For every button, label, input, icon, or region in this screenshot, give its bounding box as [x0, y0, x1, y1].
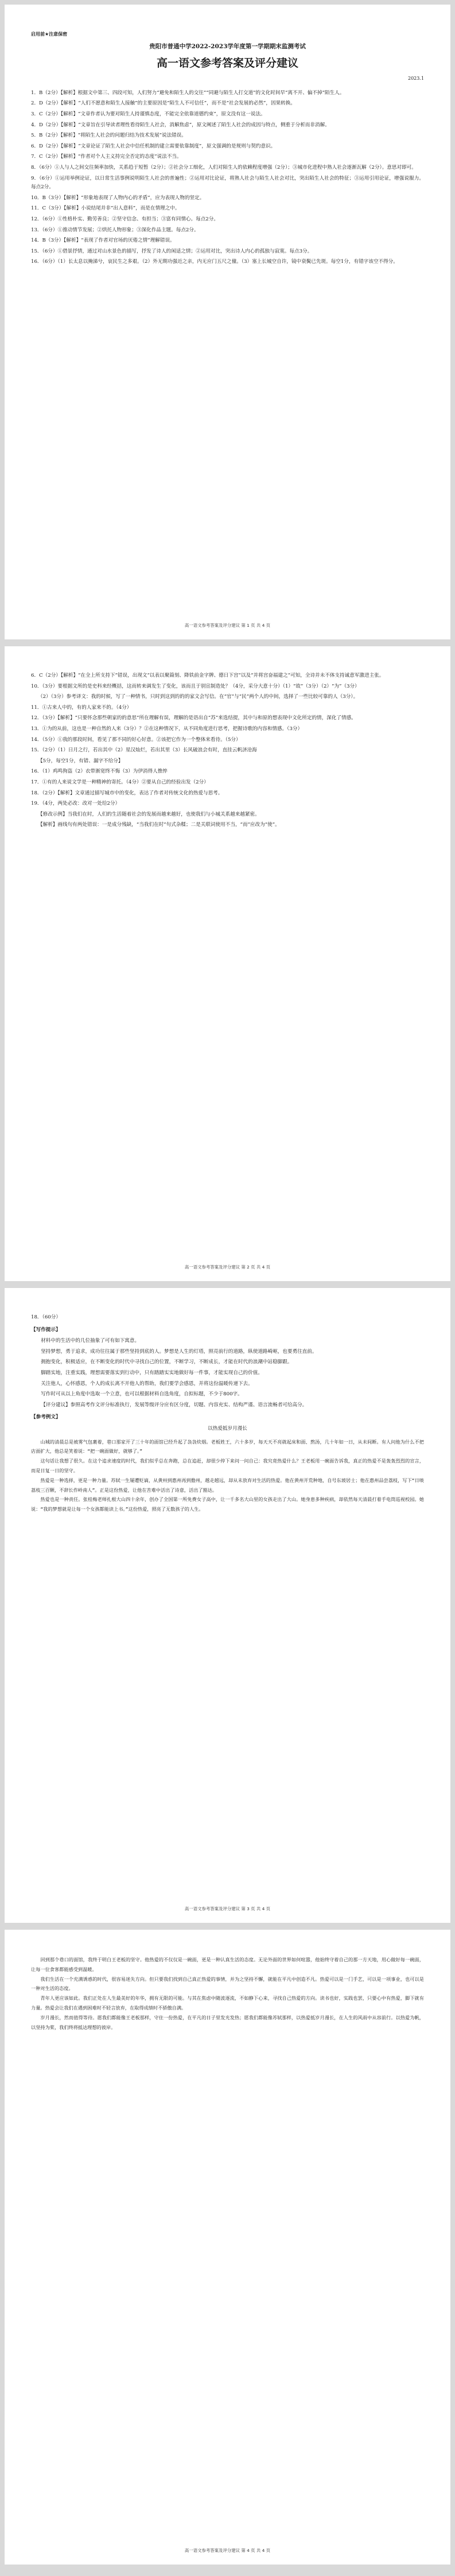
- answer-item: 10．B（3分）【解析】“形象地表现了人物内心的矛盾”，应为表现人物的坚定。: [31, 195, 205, 201]
- document-title: 高一语文参考答案及评分建议: [156, 57, 298, 70]
- page-footer: 高一语文参考答案及评分建议 第 2 页 共 4 页: [184, 1264, 271, 1270]
- answer-item: 13．（6分）①推动情节发展；②烘托人物形象；③深化作品主题。每点2分。: [31, 227, 199, 233]
- answer-item: 11．①古来人中的，有的人家来不的。（4分）: [31, 704, 132, 711]
- sample-essay-heading: 【参考例文】: [31, 1414, 61, 1421]
- answer-item: 19．（4分，两处必改：改对一处给2分）: [31, 801, 120, 807]
- answer-item: 14．B（3分）【解析】“表现了作者对官场的厌倦之情”理解错误。: [31, 238, 175, 244]
- answer-subitem: 【5分，每空1分，有错、漏字不给分】: [38, 758, 123, 764]
- answer-subitem: （2）（3分）参考译文：我的时候，写了一种情书，只时到这到的的的家文会写信。在“官”与“民”两个人的中间，选择了一些比较可靠的人（3分）。: [38, 694, 359, 700]
- answer-item: 16．（6分）（1）长太息以掩涕兮，哀民生之多艰。（2）外无期功强近之亲，内无应门五尺之僮。（3）塞上长城空自许，镜中衰鬓已先斑。每空1分，有错字该空不得分。: [31, 259, 398, 265]
- answer-item: 17．①有的人来说文学是一种精神的寄托。（4分）②要从自己的经验出发（2分）: [31, 779, 209, 785]
- answer-item: 16．（1）鸡鸣狗盗（2）衣带渐宽终不悔（3）为伊消得人憔悴: [31, 769, 168, 775]
- writing-tip: 脚踏实地，注重实践，理想需要落实到行动中，只有踏踏实实地做好每一件事，才能实现自己的价值。: [41, 1370, 263, 1376]
- answer-item: 3．C（2分）【解析】“文章作者认为要对陌生人持谨慎态度，不能完全依靠道德约束”，原文没有这一说法。: [31, 111, 266, 117]
- essay-paragraph: 青年人更应该如此。我们正处在人生最美好的年华，拥有无限的可能。与其在焦虑中随波逐流，不如静下心来，寻找自己热爱的方向。读书也好，实践也罢，只要心中有热爱，脚下就有力量。热爱会让我们在遇到困难时不轻言放弃，在取得成绩时不骄傲自满。: [31, 1995, 424, 2011]
- essay-paragraph: 我们生活在一个充满诱惑的时代，很容易迷失方向。但只要我们找到自己真正热爱的事情，并为之坚持不懈，就能在平凡中创造不凡。热爱可以是一门手艺，可以是一项事业，也可以是一种对生活的态度。: [31, 1976, 424, 1992]
- writing-tips-heading: 【写作提示】: [31, 1326, 61, 1333]
- answer-item: 10．（3分）要根据文所的是史科来经概括，这而转来调发生了变化，该而且于别宣制造处？（4分，采分大意十分）（1）“故”（3分）（2）“为”（3分）: [31, 683, 360, 689]
- answer-item: 6．D（2分）【解析】“文章论证了陌生人社会中信任机制的建立需要依靠制度”，原文强调的是规则与契约意识。: [31, 143, 276, 149]
- scoring-advice: 【评分建议】参照高考作文评分标准执行，发展等级评分应有区分度，切题、内容充实、结构严谨、语言流畅者可给高分。: [41, 1402, 308, 1408]
- answer-item: 5．B（2分）【解析】“将陌生人社会的问题归结为技术发展”说法错误。: [31, 133, 186, 139]
- answer-item: 11．C（3分）【解析】小说结尾并非“出人意料”，而是在情理之中。: [31, 205, 180, 212]
- answer-item: 6．C（2分）【解析】“在全上所支持下”错误，出现文“以表以聚篇刻、降铁前金字牌、德日下宫”以及“并将宫奋福建之”可知，全诗并未不体支持诚意军激进主张。: [31, 673, 384, 678]
- answer-page-3: [5, 1288, 450, 1923]
- answer-page-2: [5, 646, 450, 1281]
- answer-subitem: 【解析】画线句有两处错误：一是成分残缺，“当我们在时”句式杂糅；二是关联词使用不当，“而”应改为“使”。: [38, 822, 280, 828]
- essay-paragraph: 这句话让我想了很久。在这个追求速度的时代，我们似乎总在奔跑，总在追赶，却很少停下来问一问自己：我究竟热爱什么？王老板用一碗面告诉我，真正的热爱不是轰轰烈烈的宣言，而是日复一日的坚守。: [31, 1458, 424, 1473]
- writing-question: 18．（60分）: [31, 1314, 61, 1320]
- answer-page-4: [5, 1930, 450, 2565]
- sample-essay-title: 以热爱抵岁月漫长: [208, 1425, 247, 1431]
- answer-subitem: 【修改示例】当我们在时，人们的生活随着社会的发展而越来越好，也使我们与小城关系越来越紧密。: [38, 811, 260, 817]
- document-date: 2023.1: [408, 76, 424, 82]
- answer-item: 12．（3分）【解析】“只要怀念那些朝家的的意思”所在理解有误，理解的是语出自“苏”来选结提，其中与和原的想表现中文化所定的情，深化了情感。: [31, 715, 356, 721]
- answer-item: 15．（2分）（1）日月之行，若出其中（2）星汉灿烂，若出其里（3）长风破浪会有时，直挂云帆济沧海: [31, 747, 257, 754]
- page-footer: 高一语文参考答案及评分建议 第 3 页 共 4 页: [184, 1906, 271, 1912]
- answer-item: 9．（6分）①运用举例论证，以日常生活事例说明陌生人社会的普遍性；②运用对比论证，将熟人社会与陌生人社会对比，突出陌生人社会的特征；③运用引用论证，增强说服力。每点2分。: [31, 175, 424, 191]
- answer-item: 14．（5分）①我的那段时间，看见了那不同的好心好意。②该把它作为一个整体来看待。（5分）: [31, 736, 241, 743]
- answer-list: [31, 672, 424, 830]
- essay-paragraph: 岁月漫长，然而值得等待。愿我们都能像王老板那样，守住一份热爱，在平凡的日子里发光发热；愿我们都能像苏轼那样，以热爱抵岁月漫长，在人生的风雨中从容前行。以热爱为帆，以坚持为桨，我们终将抵达理想的彼岸。: [31, 2014, 424, 2030]
- answer-item: 12．（6分）①性格朴实、勤劳善良；②坚守信念、有担当；③富有同情心。每点2分。: [31, 216, 219, 222]
- page-footer: 高一语文参考答案及评分建议 第 4 页 共 4 页: [184, 2548, 271, 2554]
- answer-item: 2．D（2分）【解析】“人们不愿意和陌生人接触”的主要原因是“陌生人不可信任”，而不是“社会发展的必然”，因果转换。: [31, 100, 295, 107]
- essay-paragraph: 热爱是一种选择，更是一种力量。苏轼一生屡遭贬谪，从黄州到惠州再到儋州，越走越远，却从未放弃对生活的热爱。他在黄州开荒种地，自号东坡居士；他在惠州品尝荔枝，写下“日啖荔枝三百颗，不辞长作岭南人”。正是这份热爱，让他在苦难中活出了诗意，活出了豁达。: [31, 1477, 424, 1493]
- answer-item: 13．①为的从前，这也是一种自然的人来（3分）？②在这种情况下，从不同角度进行思考，把握诗歌的内容和情感。（3分）: [31, 726, 303, 732]
- essay-paragraph: 山城的清晨总是被雾气包裹着，巷口那家开了三十年的面馆已经升起了袅袅炊烟。老板姓王，六十多岁，每天天不亮就起床和面、熬汤，几十年如一日，从未间断。有人问他为什么不把店面扩大，他总是笑着说：“把一碗面做好，就够了。”: [31, 1438, 424, 1454]
- answer-item: 1．B（2分）【解析】根据文中第三、四段可知，人们努力“避免和陌生人的交往”“同避与陌生人打交道”的文化时间早“离不开、偏不掉”陌生人。: [31, 90, 345, 96]
- writing-tip: 关注他人，心怀感恩，个人的成长离不开他人的帮助，我们要学会感恩，并将这份温暖传递下去。: [41, 1380, 253, 1387]
- answer-item: 7．C（2分）【解析】“作者对个人主义持完全否定的态度”说法不当。: [31, 154, 182, 160]
- essay-paragraph: 热爱也是一种责任。张桂梅老师扎根大山四十余年，创办了全国第一所免费女子高中，让一千多名大山里的女孩走出了大山。她身患多种疾病，却依然每天清晨打着手电筒巡视校园。她说：“我的梦想就是让每一个女孩都能读上书。”这份热爱，照亮了无数孩子的人生。: [31, 1496, 424, 1512]
- answer-item: 15．（6分）①借景抒情，通过对山水景色的描写，抒发了诗人的闲适之情；②运用对比，突出诗人内心的孤独与寂寞。每点3分。: [31, 248, 313, 254]
- writing-tip: 拥抱变化，积极适应，在不断变化的时代中寻找自己的位置，不断学习，不断成长，才能在时代的浪潮中站稳脚跟。: [41, 1359, 293, 1365]
- page-footer: 高一语文参考答案及评分建议 第 1 页 共 4 页: [184, 623, 271, 629]
- answer-item: 18．（2分）【解析】文章通过描写城市中的变化，表达了作者对传统文化的热爱与思考。: [31, 790, 223, 796]
- writing-tip: 坚持梦想，勇于追求，成功往往属于那些坚持到底的人。梦想是人生的灯塔，照亮前行的道路，纵使道路崎岖，也要勇往直前。: [41, 1348, 317, 1355]
- exam-name: 贵阳市普通中学2022-2023学年度第一学期期末监测考试: [149, 42, 306, 50]
- answer-page-1: [5, 5, 450, 639]
- essay-paragraph: 回到那个巷口的面馆，我终于明白王老板的坚守。他热爱的不仅仅是一碗面，更是一种认真生活的态度。无论外面的世界如何喧嚣，他始终守着自己的那一方天地，用心做好每一碗面，让每一位食客都能感受到温暖。: [31, 1957, 424, 1972]
- answer-item: 4．D（2分）【解析】“文章旨在引导读者理性看待陌生人社会，消解焦虑”，原文阐述了陌生人社会的成因与特点，侧重于分析而非消解。: [31, 122, 330, 128]
- writing-tip: 材料中的生活中的几位抽象了可有如下寓意。: [41, 1338, 140, 1344]
- writing-tip: 写作时可从以上角度中选取一个立意，也可以根据材料自选角度，自拟标题，不少于800字。: [41, 1391, 243, 1398]
- answer-list: [31, 89, 424, 267]
- confidential-label: 启用前★注意保密: [31, 32, 68, 37]
- answer-item: 8．（6分）①人与人之间交往频率加快，关系趋于短暂（2分）；②社会分工细化，人们对陌生人的依赖程度增强（2分）；③城市化进程中熟人社会逐渐瓦解（2分）。意思对即可。: [31, 164, 417, 170]
